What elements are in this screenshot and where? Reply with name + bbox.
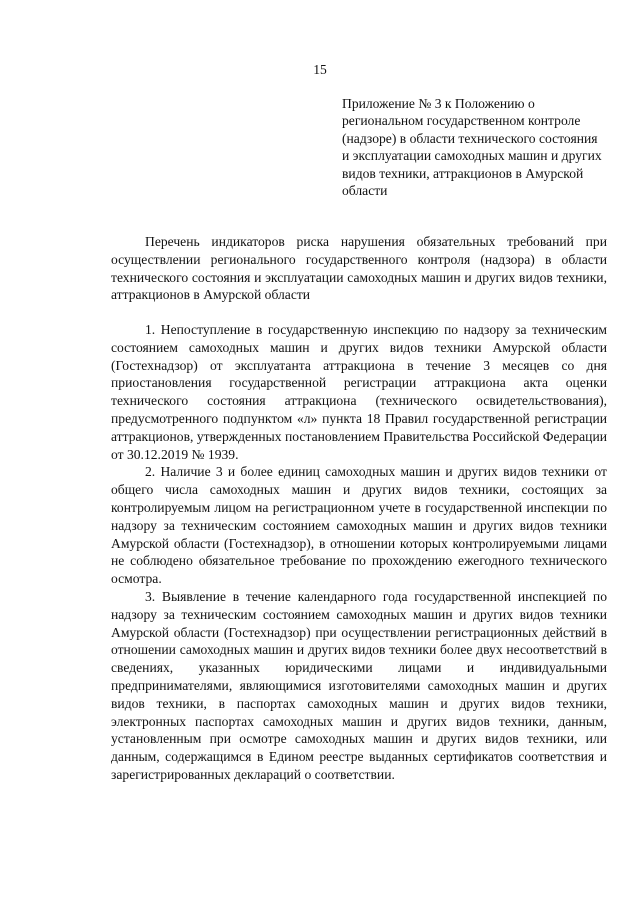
appendix-note: Приложение № 3 к Положению о региональном государственном контроле (надзоре) в области технического состояния и эксплуатации самоходных машин и других видов техники, аттракционов в Амурской области <box>342 96 602 199</box>
list-item: 1. Непоступление в государственную инспекцию по надзору за техническим состоянием самоходных машин и других видов техники Амурской области (Гостехнадзор) от эксплуатанта аттракциона в течение 3 месяцев со дня приостановления государственной регистрации аттракциона акта оценки технического состояния аттракциона (технического освидетельствования), предусмотренного подпунктом «л» пункта 18 Правил государственной регистрации аттракционов, утвержденных постановлением Правительства Российской Федерации от 30.12.2019 № 1939. <box>111 322 607 462</box>
document-heading: Перечень индикаторов риска нарушения обязательных требований при осуществлении регионального государственного контроля (надзора) в области технического состояния и эксплуатации самоходных машин и других видов техники, аттракционов в Амурской области <box>111 234 607 303</box>
list-item: 2. Наличие 3 и более единиц самоходных машин и других видов техники от общего числа самоходных машин и других видов техники, состоящих за контролируемым лицом на регистрационном учете в государственной инспекции по надзору за техническим состоянием самоходных машин и других видов техники Амурской области (Гостехнадзор), в отношении которых контролируемыми лицами не соблюдено обязательное требование по прохождению ежегодного технического осмотра. <box>111 464 607 587</box>
list-item: 3. Выявление в течение календарного года государственной инспекцией по надзору за техническим состоянием самоходных машин и других видов техники Амурской области (Гостехнадзор) при осуществлении регистрационных действий в отношении самоходных машин и других видов техники более двух несоответствий в сведениях, указанных юридическими лицами и индивидуальными предпринимателями, являющимися изготовителями самоходных машин и других видов техники, в паспортах самоходных машин и других видов техники, электронных паспортах самоходных машин и других видов техники, данным, установленным при осмотре самоходных машин и других видов техники, или данным, содержащимся в Едином реестре выданных сертификатов соответствия и зарегистрированных деклараций о соответствии. <box>111 588 607 782</box>
document-body <box>111 321 607 784</box>
page-number: 15 <box>313 62 327 77</box>
